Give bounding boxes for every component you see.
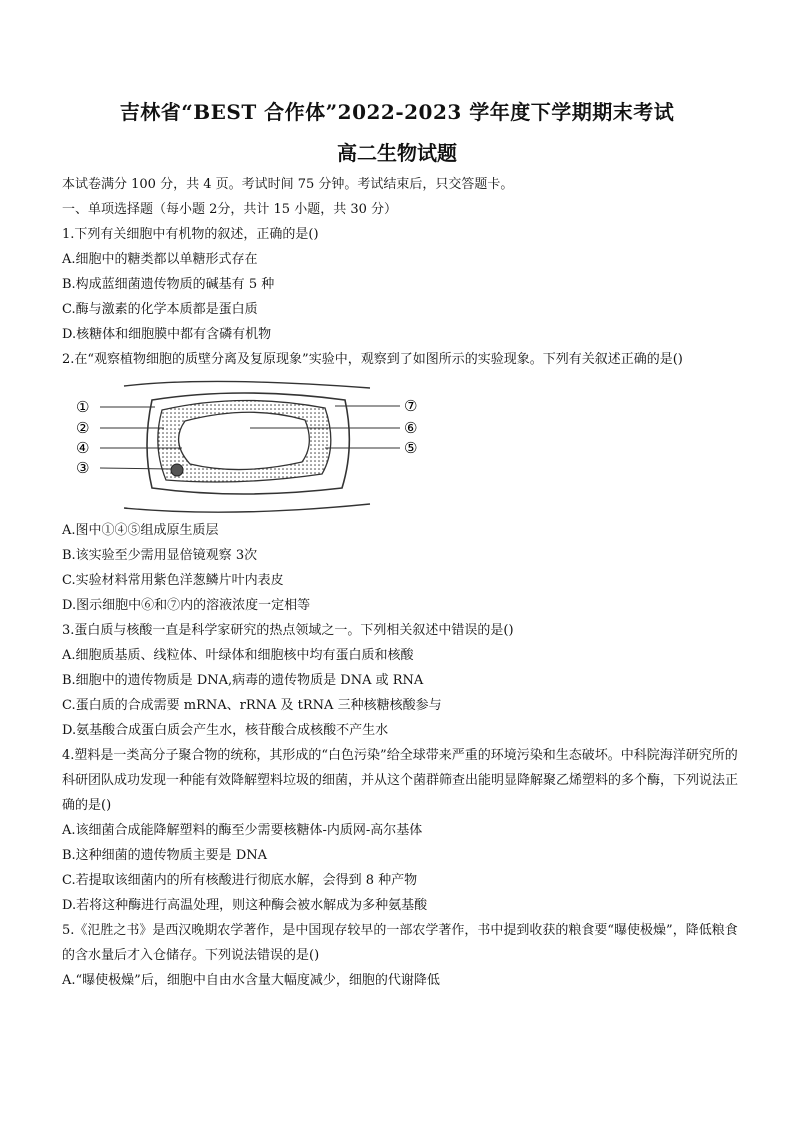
plant-cell-plasmolysis-figure (70, 376, 430, 514)
upper-cell-wall-line (124, 381, 370, 388)
question-3-option-a: A.细胞质基质、线粒体、叶绿体和细胞核中均有蛋白质和核酸 (62, 648, 414, 663)
label-3: ③ (76, 459, 90, 477)
question-1-stem: 1.下列有关细胞中有机物的叙述，正确的是() (62, 227, 319, 242)
question-4-option-a: A.该细菌合成能降解塑料的酶至少需要核糖体-内质网-高尔基体 (62, 823, 423, 838)
question-1-option-a: A.细胞中的糖类都以单糖形式存在 (62, 252, 258, 267)
nucleus (171, 464, 183, 476)
lower-cell-wall-line (124, 504, 370, 512)
question-2-stem: 2.在“观察植物细胞的质壁分离及复原现象”实验中，观察到了如图所示的实验现象。下列有关叙述正确的是() (62, 352, 683, 367)
question-1-option-b: B.构成蓝细菌遗传物质的碱基有 5 种 (62, 277, 275, 292)
label-5: ⑤ (404, 439, 418, 457)
question-1-option-c: C.酶与激素的化学本质都是蛋白质 (62, 302, 258, 317)
question-2-option-d: D.图示细胞中⑥和⑦内的溶液浓度一定相等 (62, 598, 311, 613)
question-4-option-d: D.若将这种酶进行高温处理，则这种酶会被水解成为多种氨基酸 (62, 898, 428, 913)
question-4-option-c: C.若提取该细菌内的所有核酸进行彻底水解，会得到 8 种产物 (62, 873, 418, 888)
label-4: ④ (76, 439, 90, 457)
exam-title: 吉林省“BEST 合作体”2022-2023 学年度下学期期末考试 (119, 100, 675, 124)
question-5-stem: 5.《氾胜之书》是西汉晚期农学著作，是中国现存较早的一部农学著作，书中提到收获的粮食要“曝使极燥”，降低粮食的含水量后才入仓储存。下列说法错误的是() (62, 923, 738, 963)
question-2-option-c: C.实验材料常用紫色洋葱鳞片叶内表皮 (62, 573, 284, 588)
question-1-option-d: D.核糖体和细胞膜中都有含磷有机物 (62, 327, 272, 342)
label-2: ② (76, 419, 90, 437)
vacuole (179, 412, 310, 469)
question-3-stem: 3.蛋白质与核酸一直是科学家研究的热点领域之一。下列相关叙述中错误的是() (62, 623, 514, 638)
question-4-option-b: B.这种细菌的遗传物质主要是 DNA (62, 848, 268, 863)
section-heading: 一、单项选择题（每小题 2分，共计 15 小题，共 30 分） (62, 202, 398, 217)
question-3-option-b: B.细胞中的遗传物质是 DNA,病毒的遗传物质是 DNA 或 RNA (62, 673, 424, 688)
question-5-option-a: A.“曝使极燥”后，细胞中自由水含量大幅度减少，细胞的代谢降低 (62, 973, 440, 988)
question-2-option-b: B.该实验至少需用显倍镜观察 3次 (62, 548, 258, 563)
exam-intro: 本试卷满分 100 分，共 4 页。考试时间 75 分钟。考试结束后，只交答题卡。 (62, 177, 514, 192)
question-4-stem: 4.塑料是一类高分子聚合物的统称，其形成的“白色污染”给全球带来严重的环境污染和生态破坏。中科院海洋研究所的科研团队成功发现一种能有效降解塑料垃圾的细菌，并从这个菌群筛查出能明显降解聚乙烯塑料的多个酶，下列说法正确的是() (62, 748, 739, 813)
label-6: ⑥ (404, 419, 418, 437)
question-3-option-c: C.蛋白质的合成需要 mRNA、rRNA 及 tRNA 三种核糖核酸参与 (62, 698, 442, 713)
label-1: ① (76, 398, 90, 416)
exam-content (62, 172, 742, 993)
label-7: ⑦ (404, 397, 418, 415)
exam-subtitle: 高二生物试题 (337, 141, 457, 165)
question-2-option-a: A.图中①④⑤组成原生质层 (62, 523, 219, 538)
question-3-option-d: D.氨基酸合成蛋白质会产生水，核苷酸合成核酸不产生水 (62, 723, 389, 738)
